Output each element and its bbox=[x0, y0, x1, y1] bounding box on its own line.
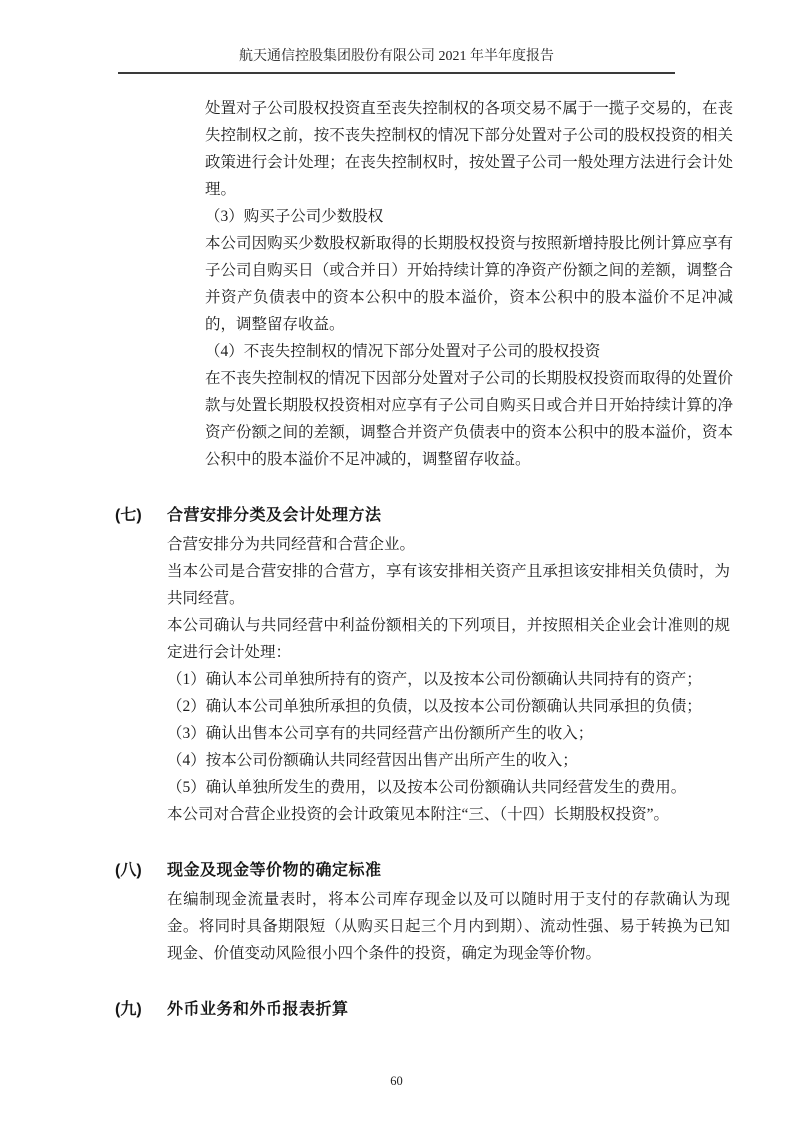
list-item: （4）按本公司份额确认共同经营因出售产出所产生的收入； bbox=[167, 752, 578, 769]
body-paragraph: 本公司确认与共同经营中利益份额相关的下列项目，并按照相关企业会计准则的规定进行会计处理： bbox=[167, 617, 730, 661]
section-title: 合营安排分类及会计处理方法 bbox=[167, 507, 382, 524]
section-body bbox=[167, 531, 730, 828]
body-paragraph: 在不丧失控制权的情况下因部分处置对子公司的长期股权投资而取得的处置价款与处置长期股权投资相对应享有子公司自购买日或合并日开始持续计算的净资产份额之间的差额，调整合并资产负债表中的资本公积中的股本溢价，资本公积中的股本溢价不足冲减的，调整留存收益。 bbox=[205, 370, 733, 468]
section-7 bbox=[0, 502, 793, 828]
header-rule bbox=[118, 72, 675, 74]
section-title: 现金及现金等价物的确定标准 bbox=[167, 862, 382, 879]
section-title: 外币业务和外币报表折算 bbox=[167, 1001, 349, 1018]
body-paragraph: 本公司对合营企业投资的会计政策见本附注“三、（十四）长期股权投资”。 bbox=[167, 806, 670, 823]
page-content bbox=[0, 95, 793, 1023]
body-paragraph: 合营安排分为共同经营和合营企业。 bbox=[167, 536, 416, 553]
body-paragraph: 当本公司是合营安排的合营方，享有该安排相关资产且承担该安排相关负债时，为共同经营。 bbox=[167, 563, 730, 607]
section-body bbox=[167, 886, 730, 967]
sub-item-heading: （3）购买子公司少数股权 bbox=[205, 208, 384, 225]
section-heading bbox=[115, 996, 793, 1023]
page-number: 60 bbox=[390, 1074, 403, 1088]
section-heading bbox=[115, 857, 793, 884]
section-number: (九) bbox=[115, 1001, 142, 1018]
list-item: （2）确认本公司单独所承担的负债，以及按本公司份额确认共同承担的负债； bbox=[167, 698, 702, 715]
list-item: （5）确认单独所发生的费用，以及按本公司份额确认共同经营发生的费用。 bbox=[167, 779, 687, 796]
continuation-block bbox=[205, 95, 733, 473]
body-paragraph: 在编制现金流量表时，将本公司库存现金以及可以随时用于支付的存款确认为现金。将同时具备期限短（从购买日起三个月内到期）、流动性强、易于转换为已知现金、价值变动风险很小四个条件的投资，确定为现金等价物。 bbox=[167, 891, 730, 962]
report-header-title: 航天通信控股集团股份有限公司 2021 年半年度报告 bbox=[239, 49, 554, 64]
running-header bbox=[0, 0, 793, 74]
body-paragraph: 处置对子公司股权投资直至丧失控制权的各项交易不属于一揽子交易的，在丧失控制权之前，按不丧失控制权的情况下部分处置对子公司的股权投资的相关政策进行会计处理；在丧失控制权时，按处置子公司一般处理方法进行会计处理。 bbox=[205, 100, 733, 198]
sub-item-heading: （4）不丧失控制权的情况下部分处置对子公司的股权投资 bbox=[205, 343, 601, 360]
section-9 bbox=[0, 996, 793, 1023]
list-item: （1）确认本公司单独所持有的资产，以及按本公司份额确认共同持有的资产； bbox=[167, 671, 702, 688]
list-item: （3）确认出售本公司享有的共同经营产出份额所产生的收入； bbox=[167, 725, 594, 742]
section-number: (七) bbox=[115, 507, 142, 524]
body-paragraph: 本公司因购买少数股权新取得的长期股权投资与按照新增持股比例计算应享有子公司自购买日（或合并日）开始持续计算的净资产份额之间的差额，调整合并资产负债表中的资本公积中的股本溢价，资本公积中的股本溢价不足冲减的，调整留存收益。 bbox=[205, 235, 733, 333]
section-heading bbox=[115, 502, 793, 529]
section-8 bbox=[0, 857, 793, 967]
section-number: (八) bbox=[115, 862, 142, 879]
